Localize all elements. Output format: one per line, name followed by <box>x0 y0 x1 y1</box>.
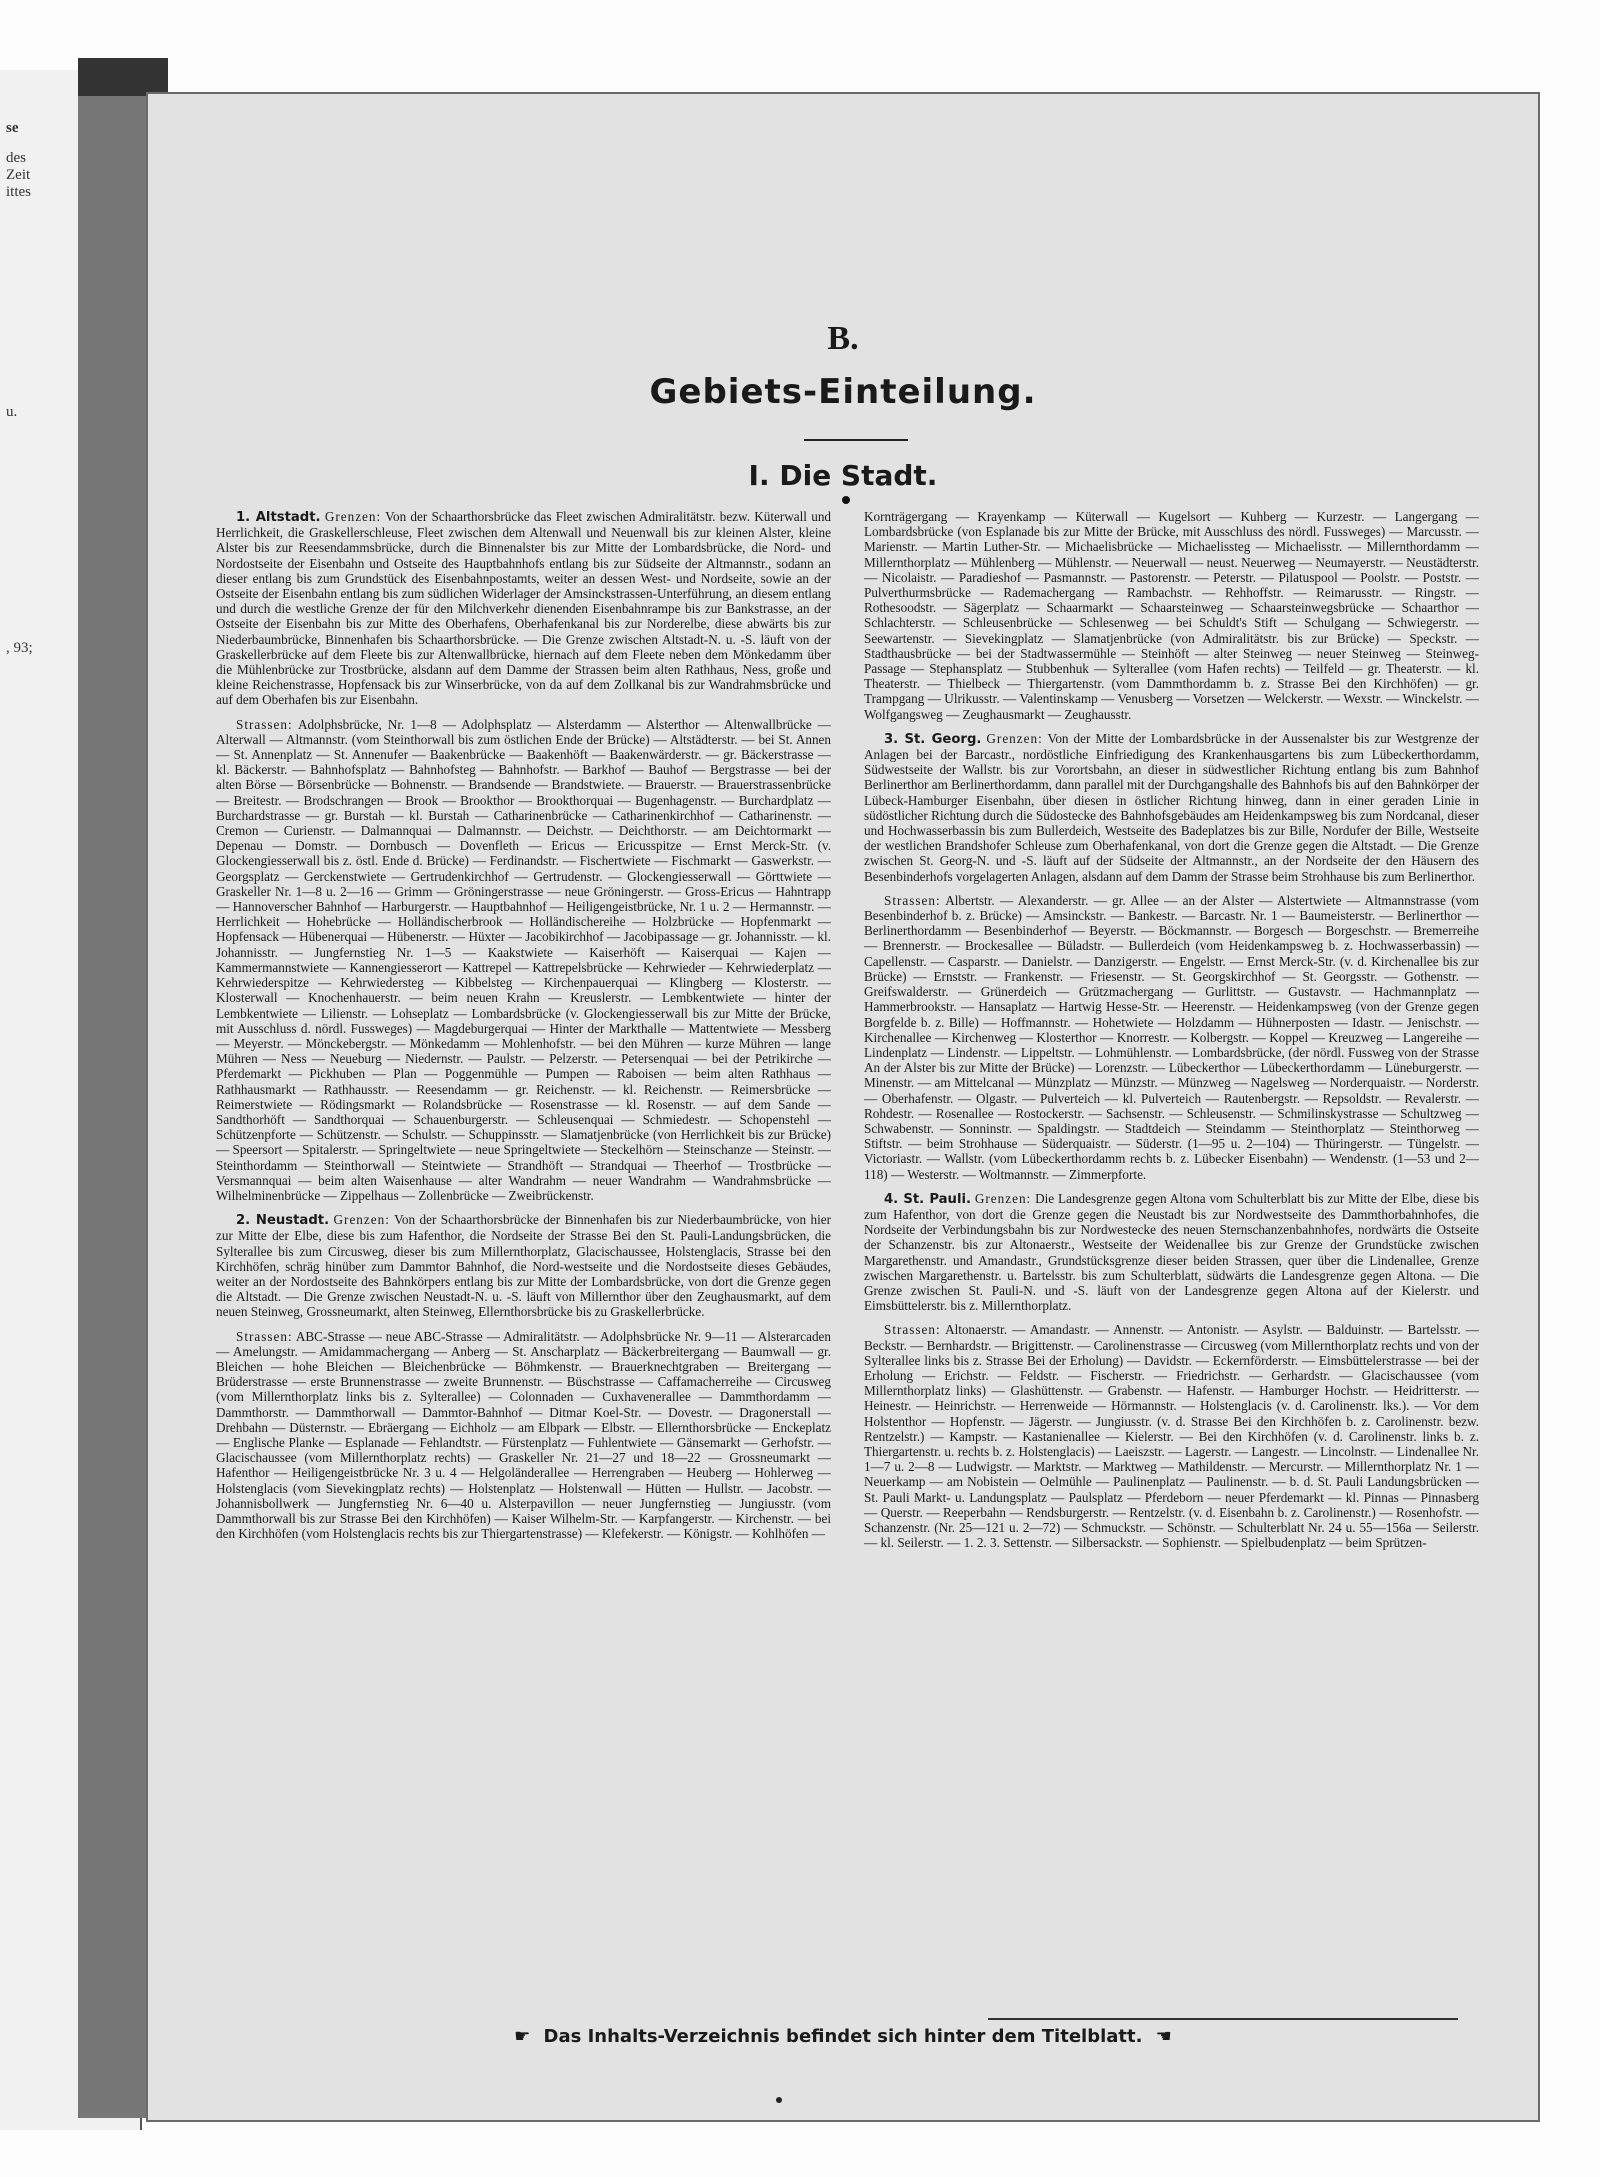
book-spine-top <box>78 58 168 96</box>
right-column <box>864 509 1479 2029</box>
grenzen-text: Von der Schaarthorsbrücke das Fleet zwischen Admiralitätstr. bezw. Küterwall und Herrlichkeit, die Graskellerschleuse, Fleet zwischen dem Altenwall und Neuenwall bis zur kleinen Alster, kleine Alster bis zur Reesendammsbrücke, durch die Binnenalster bis zur Mitte der Lombardsbrücke, die Nord- und Nordostseite der Eisenbahn und Ostseite des Hauptbahnhofs entlang bis zur Südseite der Altmannstr., sodann an dieser entlang bis zum Grundstück des Eisenbahnpostamts, weiter an dessen West- und Nordseite, sowie an der Ostseite der Eisenbahn entlang bis zum südlichen Widerlager der Amsinckstrassen-Unterführung, an diesem entlang und durch die westliche Grenze der für den Milchverkehr dienenden Eisenbahnrampe bis zur Bankstrasse, an der Ostseite der Eisenbahn bis zur Mitte des Oberhafens, Oberhafenkanal bis zur Norderelbe, diese abwärts bis zur Niederbaumbrücke, Binnenhafen bis Schaarthorsbrücke. — Die Grenze zwischen Altstadt-N. u. -S. läuft von der Graskellerbrücke auf dem Fleete bis zur Altenwallbrücke, hiernach auf dem Fleete neben dem Mönkedamm über die Mühlenbrücke zur Trostbrücke, alsdann auf dem Damme der Strassen beim alten Rathhaus, Ness, große und kleine Reichenstrasse, Hopfensack bis zur Winserbrücke, von da auf dem Zollkanal bis zur Wandrahmsbrücke und auf dem Oberhafen bis zur Eisenbahn. <box>216 509 831 708</box>
prev-page-fragment: se <box>6 120 19 136</box>
georg-grenzen <box>864 731 1479 884</box>
pauli-grenzen <box>864 1191 1479 1314</box>
neustadt-strassen <box>216 1329 831 1542</box>
grenzen-text: Die Landesgrenze gegen Altona vom Schulterblatt bis zur Mitte der Elbe, diese bis zum Hafenthor, von dort die Grenze gegen die Neustadt bis zur Nordwestseite des Dammthorbahnhofes, die Nordseite der Verbindungsbahn bis zur Nordwestecke des neuen Sternschanzenbahnhofes, nordwärts die Ostseite der Schanzenstr. bis zur Altonaerstr., Westseite der Weidenallee bis zur Grenze der Grundstücke zwischen Margarethenstr. und Amandastr., Grundstücksgrenze dieser beiden Strassen, quer über die Lindenallee, Grenze zwischen Margarethenstr. u. Bartelsstr. bis zum Schulterblatt, südwärts die Landesgrenze gegen Altona. — Die Grenze zwischen St. Pauli-N. und -S. läuft von der Landesgrenze gegen Altona auf der Kielerstr. und Eimsbüttelerstr. bis z. Millernthorplatz. <box>864 1190 1479 1314</box>
grenzen-label: Grenzen: <box>324 509 382 524</box>
title-rule <box>804 439 908 441</box>
grenzen-label: Grenzen: <box>986 730 1043 746</box>
georg-strassen <box>864 893 1479 1182</box>
prev-page-fragment: u. <box>6 404 18 420</box>
footer-note <box>148 2026 1538 2047</box>
prev-page-fragment: ittes <box>6 184 31 200</box>
strassen-label: Strassen: <box>236 1328 293 1344</box>
prev-page-fragment: , 93; <box>6 640 33 656</box>
district-heading: 4. St. Pauli. <box>884 1191 971 1207</box>
strassen-text: ABC-Strasse — neue ABC-Strasse — Admiralitätstr. — Adolphsbrücke Nr. 9—11 — Alsterarcaden — Amelungstr. — Amidammachergang — Anberg — St. Anscharplatz — Bäckerbreitergang — Baumwall — gr. Bleichen — hohe Bleichen — Bleichenbrücke — Böhmkenstr. — Brauerknechtgraben — Breitergang — Brüderstrasse — erste Brunnenstrasse — zweite Brunnenstr. — Büschstrasse — Caffamacherreihe — Circusweg (vom Millernthorplatz links bis z. Sylterallee) — Colonnaden — Cuxhavenerallee — Dammthordamm — Dammthorstr. — Dammthorwall — Dammtor-Bahnhof — Ditmar Koel-Str. — Dovestr. — Dragonerstall — Drehbahn — Düsternstr. — Ebräergang — Eichholz — am Elbpark — Elbstr. — Ellernthorsbrücke — Enckeplatz — Englische Planke — Esplanade — Fehlandtstr. — Fürstenplatz — Fuhlentwiete — Gänsemarkt — Gerhofstr. — Glacischaussee (vom Millernthorplatz rechts) — Graskeller Nr. 21—27 und 18—22 — Grossneumarkt — Hafenthor — Heiligengeistbrücke Nr. 3 u. 4 — Helgoländerallee — Herrengraben — Heuberg — Hohlerweg — Holstenglacis (vom Sievekingplatz rechts) — Holstenplatz — Holstenwall — Hütten — Hullstr. — Jacobstr. — Johannisbollwerk — Jungfernstieg Nr. 6—40 u. Alsterpavillon — neuer Jungfernstieg — Jungiusstr. (vom Dammthorwall bis zur Strasse Bei den Kirchhöfen) — Kaiser Wilhelm-Str. — Karpfangerstr. — Kirchenstr. — bei den Kirchhöfen (vom Holstenglacis rechts bis zur Thiergartenstrasse) — Klefekerstr. — Königstr. — Kohlhöfen — <box>216 1328 831 1542</box>
strassen-text: Adolphsbrücke, Nr. 1—8 — Adolphsplatz — Alsterdamm — Alsterthor — Altenwallbrücke — Alterwall — Altmannstr. (vom Steinthorwall bis zum östlichen Ende der Brücke) — Altstädterstr. — bei St. Annen — St. Annenplatz — St. Annenufer — Baakenbrücke — Baakenhöft — Baakenwärderstr. — gr. Bäckerstrasse — kl. Bäckerstr. — Bahnhofsplatz — Bahnhofsteg — Bahnhofstr. — Barkhof — Bauhof — Bergstrasse — bei der alten Börse — Börsenbrücke — Bohnenstr. — Brandsende — Brandstwiete. — Brauerstr. — Brauerstrassenbrücke — Breitestr. — Brodschrangen — Brook — Brookthor — Brookthorquai — Bugenhagenstr. — Burchardplatz — Burchardstrasse — gr. Burstah — kl. Burstah — Catharinenbrücke — Catharinenkirchhof — Catharinenstr. — Cremon — Curienstr. — Dalmannquai — Dalmannstr. — Deichstr. — Deichthorstr. — am Deichtormarkt — Depenau — Domstr. — Dornbusch — Dovenfleth — Ericus — Ericusspitze — Ernst Merck-Str. (v. Glockengiesserwall bis z. östl. Ende d. Brücke) — Ferdinandstr. — Fischertwiete — Fischmarkt — Gaswerkstr. — Georgsplatz — Gerckenstwiete — Gertrudenkirchhof — Gertrudenstr. — Glockengiesserwall — Görttwiete — Graskeller Nr. 1—8 u. 2—16 — Grimm — Gröningerstrasse — neue Gröningerstr. — Gross-Ericus — Hahntrapp — Hannoverscher Bahnhof — Harburgerstr. — Hauptbahnhof — Heiligengeistbrücke, Nr. 1 u. 2 — Hermannstr. — Herrlichkeit — Hohebrücke — Holländischerbrook — Holländischereihe — Holzbrücke — Hopfenmarkt — Hopfensack — Hübenerquai — Hübenerstr. — Hüxter — Jacobikirchhof — Jacobipassage — gr. Johannisstr. — kl. Johannisstr. — Jungfernstieg Nr. 1—5 — Kaakstwiete — Kaiserhöft — Kaiserquai — Kajen — Kammermannstwiete — Kannengiesserort — Kattrepel — Kattrepelsbrücke — Kehrwieder — Kehrwiederplatz — Kehrwiederspitze — Kehrwiedersteg — Kibbelsteg — Kirchenpauerquai — Klingberg — Klosterstr. — Klosterwall — Knochenhauerstr. — beim neuen Krahn — Kreuslerstr. — Lembkentwiete — hinter der Lembkentwiete — Lilienstr. — Lohseplatz — Lombardsbrücke (v. Glockengiesserwall bis zur Mitte der Brücke, mit Ausschluss d. nördl. Fussweges) — Magdeburgerquai — Hinter der Markthalle — Mattentwiete — Messberg — Meyerstr. — Mönckebergstr. — Mönkedamm — Mohlenhofstr. — bei den Mühren — kurze Mühren — lange Mühren — Ness — Neueburg — Niedernstr. — Paulstr. — Pelzerstr. — Petersenquai — bei der Petrikirche — Pferdemarkt — Pickhuben — Plan — Poggenmühle — Pumpen — Raboisen — beim alten Rathhaus — Rathhausmarkt — Rathhausstr. — Reesendamm — gr. Reichenstr. — kl. Reichenstr. — Reimersbrücke — Reimerstwiete — Rödingsmarkt — Rolandsbrücke — Rosenstrasse — kl. Rosenstr. — auf dem Sande — Sandthorhöft — Sandthorquai — Schauenburgerstr. — Schleusenquai — Schmiedestr. — Schopenstehl — Schützenpforte — Schützenstr. — Schulstr. — Schuppinsstr. — Slamatjenbrücke (von Herrlichkeit bis zur Brücke) — Speersort — Spitalerstr. — Springeltwiete — neue Springeltwiete — Steckelhörn — Steinschanze — Steinstr. — Steinthordamm — Steinthorwall — Steintwiete — Strandhöft — Strandquai — Theerhof — Trostbrücke — Versmannquai — beim alten Waisenhause — alter Wandrahm — neuer Wandrahm — Wandrahmsbrücke — Wilhelminenbrücke — Zippelhaus — Zollenbrücke — Zweibrückenstr. <box>216 716 831 1203</box>
neustadt-grenzen <box>216 1212 831 1319</box>
district-heading: 1. Altstadt. <box>236 510 321 525</box>
document-page <box>146 92 1540 2122</box>
prev-page-fragment: des <box>6 150 26 166</box>
part-letter: B. <box>827 320 859 357</box>
footer-rule <box>988 2018 1458 2020</box>
grenzen-text: Von der Schaarthorsbrücke der Binnenhafen bis zur Niederbaumbrücke, von hier zur Mitte der Elbe, diese bis zum Hafenthor, die Nordseite der Strasse Bei den St. Pauli-Landungsbrücken, die Sylterallee bis zum Circusweg, dieser bis zum Millernthorplatz, Glacischaussee, Holstenglacis, Strasse bei den Kirchhöfen, schräg hinüber zum Dammtor Bahnhof, die Nord-westseite und die Nordostseite dieses Gebäudes, weiter an der Nordostseite des Bahnkörpers entlang bis zur Mitte der Lombardsbrücke, von dort die Grenze gegen die Altstadt. — Die Grenze zwischen Neustadt-N. u. -S. läuft von Millernthor über den Zeughausmarkt, auf dem neuen Steinweg, Grossneumarkt, alten Steinweg, Ellernthorsbrücke bis zu Graskellerbrücke. <box>216 1212 831 1320</box>
grenzen-label: Grenzen: <box>974 1190 1032 1206</box>
strassen-label: Strassen: <box>884 892 941 908</box>
section-title: I. Die Stadt. <box>748 459 938 492</box>
prev-page-fragment: Zeit <box>6 167 31 183</box>
pointing-hand-left-icon: ☚ <box>1155 2026 1172 2047</box>
district-heading: 2. Neustadt. <box>236 1213 330 1229</box>
pointing-hand-right-icon: ☛ <box>514 2026 531 2047</box>
strassen-text: Albertstr. — Alexanderstr. — gr. Allee — an der Alster — Alstertwiete — Altmannstrasse (vom Besenbinderhof b. z. Brücke) — Amsinckstr. — Bankestr. — Barcastr. Nr. 1 — Baumeisterstr. — Berlinerthor — Berlinerthordamm — Besenbinderhof — Beyerstr. — Böckmannstr. — Borgesch — Borgeschstr. — Bremerreihe — Brennerstr. — Brockesallee — Büladstr. — Bullerdeich (vom Heidenkampsweg b. z. Hochwasserbassin) — Capellenstr. — Casparstr. — Danielstr. — Danzigerstr. — Engelstr. — Ernst Merck-Str. (v. d. Kirchenallee bis zur Brücke) — Ernststr. — Frankenstr. — Friesenstr. — St. Georgskirchhof — St. Georgsstr. — Gothenstr. — Greifswalderstr. — Grünerdeich — Grützmachergang — Gurlittstr. — Gustavstr. — Hachmannplatz — Hammerbrookstr. — Hansaplatz — Hartwig Hesse-Str. — Heerenstr. — Heidenkampsweg (von der Grenze gegen Borgfelde b. z. Bille) — Hoffmannstr. — Hohetwiete — Holzdamm — Hühnerposten — Idastr. — Jenischstr. — Kirchenallee — Kirchenweg — Klosterthor — Knorrestr. — Kolbergstr. — Koppel — Kreuzweg — Langereihe — Lindenplatz — Lindenstr. — Lippeltstr. — Lohmühlenstr. — Lombardsbrücke, (der nördl. Fussweg von der Strasse An der Alster bis zur Mitte der Brücke) — Lorenzstr. — Lübeckerthor — Lübeckerthordamm — Lüneburgerstr. — Minenstr. — am Mittelcanal — Münzplatz — Münzstr. — Münzweg — Nagelsweg — Norderquaistr. — Norderstr. — Oberhafenstr. — Olgastr. — Pulverteich — kl. Pulverteich — Rautenbergstr. — Repsoldstr. — Revalerstr. — Rohdestr. — Rosenallee — Rostockerstr. — Sachsenstr. — Schleusenstr. — Schmilinskystrasse — Schultzweg — Schwabenstr. — Sonninstr. — Spaldingstr. — Stadtdeich — Steindamm — Steinthorplatz — Steinthorweg — Stiftstr. — beim Strohhause — Süderquaistr. — Süderstr. (1—95 u. 2—104) — Thüringerstr. — Tüngelstr. — Victoriastr. — Wallstr. (vom Lübeckerthordamm rechts b. z. Lübecker Eisenbahn) — Wendenstr. (1—53 und 2—118) — Westerstr. — Woltmannstr. — Zimmerpforte. <box>864 892 1479 1182</box>
altstadt-grenzen <box>216 509 831 708</box>
strassen-label: Strassen: <box>884 1322 941 1338</box>
grenzen-text: Von der Mitte der Lombardsbrücke in der Aussenalster bis zur Westgrenze der Anlagen bei der Barcastr., nordöstliche Einfriedigung des Krankenhausgartens bis zum Lübeckerthordamm, Südwestseite der Wallstr. bis zur Vorortsbahn, an dieser in südwestlicher Richtung entlang bis zum Bahnhof Berlinerthor am Berlinerthordamm, dann parallel mit der Durchgangshalle des Bahnhofs bis auf den Bahnkörper der Lübeck-Hamburger Eisenbahn, über diesen in östlicher Richtung hinweg, dann in einer geraden Linie in südöstlicher Richtung durch die Südostecke des Bahnhofsgebäudes am Heidenkampsweg bis zum Nordcanal, dieser und Hochwasserbassin bis zum Bullerdeich, Westseite des Badeplatzes bis zur Bille, Nordufer der Bille, Westseite der westlichen Brandshofer Schleuse zum Oberhafenkanal, von dort die Grenze gegen die Altstadt. — Die Grenze zwischen St. Georg-N. und -S. läuft auf der Südseite der Altmannstr., an der Nordseite der den Häusern des Besenbinderhofs vorgelagerten Anlagen, alsdann auf dem Damm der Strasse beim Strohhause bis zum Berlinerthor. <box>864 730 1479 884</box>
altstadt-strassen <box>216 717 831 1204</box>
left-column <box>216 509 831 2029</box>
district-heading: 3. St. Georg. <box>884 731 982 747</box>
ornament-dot <box>776 2097 782 2103</box>
pauli-strassen <box>864 1322 1479 1550</box>
ornament-dot <box>842 496 850 504</box>
strassen-label: Strassen: <box>236 716 293 732</box>
grenzen-label: Grenzen: <box>333 1212 390 1228</box>
page-title: Gebiets-Einteilung. <box>649 372 1037 412</box>
neustadt-strassen-continued: Kornträgergang — Krayenkamp — Küterwall — Kugelsort — Kuhberg — Kurzestr. — Langergang — Lombardsbrücke (von Esplanade bis zur Mitte der Brücke, mit Ausschluss des nördl. Fussweges) — Marcusstr. — Marienstr. — Martin Luther-Str. — Michaelisbrücke — Michaelissteg — Michaelisstr. — Millernthordamm — Millernthorplatz — Mühlenberg — Mühlenstr. — Neuerwall — neust. Neuerweg — Neumayerstr. — Neustädterstr. — Nicolaistr. — Paradieshof — Pasmannstr. — Pastorenstr. — Peterstr. — Pilatuspool — Poolstr. — Poststr. — Pulverthurmsbrücke — Rademachergang — Rambachstr. — Rehhoffstr. — Reimarusstr. — Ringstr. — Rothesoodstr. — Sägerplatz — Schaarmarkt — Schaarsteinweg — Schaarsteinwegsbrücke — Schaarthor — Schlachterstr. — Schleusenbrücke — Schlesenweg — bei Schuldt's Stift — Schulgang — Schwiegerstr. — Seewartenstr. — Sievekingplatz — Slamatjenbrücke (von Admiralitätstr. bis zur Brücke) — Speckstr. — Stadthausbrücke — bei der Stadtwassermühle — Steinhöft — alter Steinweg — neuer Steinweg — Steinweg-Passage — Stephansplatz — Stubbenhuk — Sylterallee (vom Hafen rechts) — Teilfeld — gr. Theaterstr. — kl. Theaterstr. — Thielbeck — Thiergartenstr. (vom Dammthordamm b. z. Strasse Bei den Kirchhöfen) — gr. Trampgang — Ulrikusstr. — Valentinskamp — Venusberg — Vorsetzen — Welckerstr. — Wexstr. — Winckelstr. — Wolfgangsweg — Zeughausmarkt — Zeughausstr. <box>864 509 1479 722</box>
strassen-text: Altonaerstr. — Amandastr. — Annenstr. — Antonistr. — Asylstr. — Balduinstr. — Bartelsstr. — Beckstr. — Bernhardstr. — Brigittenstr. — Carolinenstrasse — Circusweg (vom Millernthorplatz rechts und von der Sylterallee links bis z. Strasse Bei der Erholung) — Davidstr. — Eckernförderstr. — Eimsbüttelerstrasse — bei der Erholung — Erichstr. — Feldstr. — Fischerstr. — Friedrichstr. — Gerhardstr. — Glacischaussee (vom Millernthorplatz links) — Glashüttenstr. — Grabenstr. — Hafenstr. — Hamburger Hochstr. — Heidritterstr. — Heinestr. — Heinrichstr. — Herrenweide — Hörmannstr. — Holstenglacis (v. d. Carolinenstr. lks.). — Vor dem Holstenthor — Hopfenstr. — Jägerstr. — Jungiusstr. (v. d. Strasse Bei den Kirchhöfen b. z. Carolinenstr. bezw. Rentzelstr.) — Kampstr. — Kastanienallee — Kielerstr. — Bei den Kirchhöfen (v. d. Carolinenstr. links b. z. Thiergartenstr. u. rechts b. z. Holstenglacis) — Laeiszstr. — Lagerstr. — Langestr. — Lincolnstr. — Lindenallee Nr. 1—7 u. 2—8 — Ludwigstr. — Marktstr. — Marktweg — Mathildenstr. — Mercurstr. — Millernthorplatz Nr. 1 — Neuerkamp — am Nobistein — Oelmühle — Paulinenplatz — Paulinenstr. — b. d. St. Pauli Landungsbrücken — St. Pauli Markt- u. Landungsplatz — Paulsplatz — Pferdeborn — neuer Pferdemarkt — kl. Pinnas — Pinnasberg — Querstr. — Reeperbahn — Rendsburgerstr. — Rentzelstr. (v. d. Eisenbahn b. z. Carolinenstr.) — Rosenhofstr. — Schanzenstr. (Nr. 25—121 u. 2—72) — Schmuckstr. — Schönstr. — Schulterblatt Nr. 24 u. 55—156a — Seilerstr. — kl. Seilerstr. — 1. 2. 3. Settenstr. — Silbersackstr. — Sophienstr. — Spielbudenplatz — beim Sprützen- <box>864 1322 1479 1551</box>
footer-note-text: Das Inhalts-Verzeichnis befindet sich hinter dem Titelblatt. <box>543 2026 1143 2047</box>
